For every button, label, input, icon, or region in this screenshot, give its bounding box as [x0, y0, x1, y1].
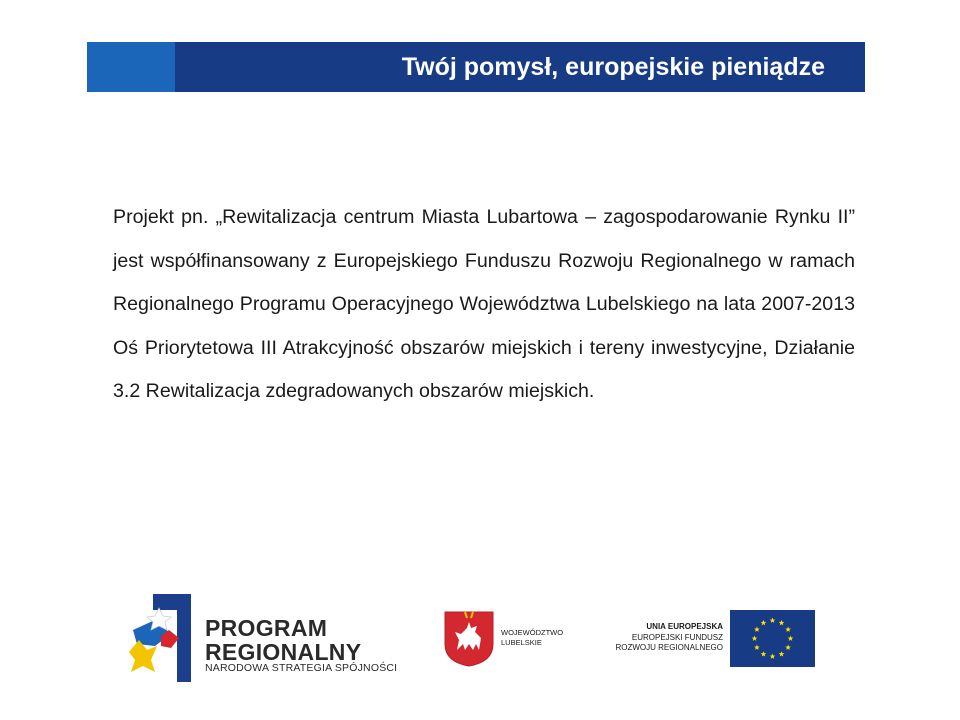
eu-line2: EUROPEJSKI FUNDUSZ [631, 633, 723, 642]
header-bar [87, 42, 865, 92]
project-description: Projekt pn. „Rewitalizacja centrum Miasta Lubartowa – zagospodarowanie Rynku II” jest współfinansowany z Europejskiego Funduszu Rozwoju Regionalnego w ramach Regionalnego Programu Operacyjnego Województwa Lubelskiego na lata 2007-2013 Oś Priorytetowa III Atrakcyjność obszarów miejskich i tereny inwestycyjne, Działanie 3.2 Rewitalizacja zdegradowanych obszarów miejskich. [113, 206, 855, 403]
eu-line3: ROZWOJU REGIONALNEGO [615, 643, 723, 652]
lubelskie-logo [443, 610, 583, 668]
program-regionalny-line1: PROGRAM [205, 615, 328, 641]
lubelskie-line2: LUBELSKIE [501, 638, 542, 647]
lubelskie-coat-of-arms-icon [443, 610, 495, 668]
program-regionalny-emblem-icon [125, 590, 197, 686]
page-title: Twój pomysł, europejskie pieniądze [401, 53, 825, 81]
program-regionalny-line3: NARODOWA STRATEGIA SPÓJNOŚCI [205, 662, 398, 674]
header-accent [87, 42, 175, 92]
eu-line1: UNIA EUROPEJSKA [646, 622, 723, 631]
program-regionalny-line2: REGIONALNY [205, 639, 362, 665]
lubelskie-line1: WOJEWÓDZTWO [501, 628, 564, 637]
eu-flag-icon [730, 610, 815, 667]
eu-logo [600, 610, 818, 670]
program-regionalny-logo [125, 590, 415, 686]
